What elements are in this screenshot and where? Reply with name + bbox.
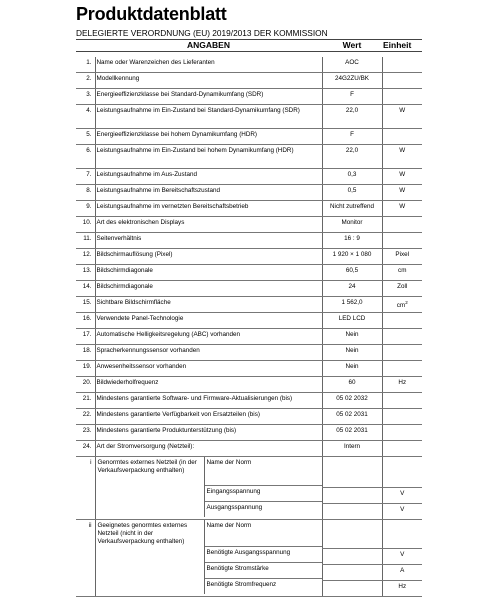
table-row [76,345,422,361]
row-label: Anwesenheitssensor vorhanden [95,361,322,377]
table-row [76,329,422,345]
row-label: Leistungsaufnahme im Bereitschaftszustand [95,185,322,201]
row-number: 15. [76,297,95,313]
row-number: 7. [76,169,95,185]
row-value: 0,5 [322,185,382,201]
row-unit [382,217,422,233]
row-unit [382,73,422,89]
row-label: Automatische Helligkeitsregelung (ABC) vorhanden [95,329,322,345]
row-number: 10. [76,217,95,233]
psu-norm-unit [382,457,422,488]
row-label: Bildschirmdiagonale [95,281,322,297]
row-value: 0,3 [322,169,382,185]
row-value: Intern [322,441,382,457]
unit-text: Pixel [395,251,410,258]
row-label: Mindestens garantierte Software- und Firmware-Aktualisierungen (bis) [95,393,322,409]
table-row [76,145,422,169]
row-label: Bildwiederholfrequenz [95,377,322,393]
header-value: Wert [322,40,382,52]
row-unit [382,345,422,361]
table-row [76,361,422,377]
row-value: 24 [322,281,382,297]
row-value: Nein [322,329,382,345]
row-unit [382,129,422,145]
row-number: 9. [76,201,95,217]
document-title: Produktdatenblatt [76,4,227,24]
row-value: Monitor [322,217,382,233]
row-label: Energieeffizienzklasse bei Standard-Dynamikumfang (SDR) [95,89,322,105]
row-unit [382,57,422,73]
row-label: Energieeffizienzklasse bei hohem Dynamikumfang (HDR) [95,129,322,145]
psu-parameter-label: Benötigte Stromstärke [205,563,322,579]
row-number: 2. [76,73,95,89]
row-label: Bildschirmdiagonale [95,265,322,281]
row-unit [382,145,422,169]
row-number: 6. [76,145,95,169]
row-value: 24G2ZU/BK [322,73,382,89]
row-label: Leistungsaufnahme im Ein-Zustand bei hohem Dynamikumfang (HDR) [95,145,322,169]
table-row [76,57,422,73]
psu-block-i [76,457,422,488]
row-label: Art der Stromversorgung (Netzteil): [95,441,322,457]
table-row [76,89,422,105]
row-label: Verwendete Panel-Technologie [95,313,322,329]
row-number: 19. [76,361,95,377]
table-row [76,393,422,409]
row-value: F [322,129,382,145]
row-label: Leistungsaufnahme im Ein-Zustand bei Standard-Dynamikumfang (SDR) [95,105,322,129]
psu-parameter-value [322,488,382,504]
row-unit [382,105,422,129]
row-label: Spracherkennungssensor vorhanden [95,345,322,361]
row-label: Leistungsaufnahme im Aus-Zustand [95,169,322,185]
psu-norm-value [322,457,382,488]
table-row [76,201,422,217]
table-row [76,425,422,441]
row-label: Leistungsaufnahme im vernetzten Bereitschaftsbetrieb [95,201,322,217]
row-number: 5. [76,129,95,145]
row-unit [382,329,422,345]
psu-parameter-label: Ausgangsspannung [206,504,263,511]
unit-superscript: 2 [405,300,408,305]
row-value: F [322,89,382,105]
psu-parameter-value [322,504,382,520]
table-row [76,105,422,129]
row-value: AOC [322,57,382,73]
row-unit [382,409,422,425]
psu-parameter-unit: Hz [382,581,422,597]
row-number: 14. [76,281,95,297]
psu-block-ii [76,520,422,549]
psu-parameter-label: Eingangsspannung [205,486,322,502]
psu-marker: ii [76,520,95,597]
row-unit [382,201,422,217]
row-number: 11. [76,233,95,249]
row-number: 12. [76,249,95,265]
row-value: 22,0 [322,145,382,169]
psu-parameter-value [322,565,382,581]
row-unit [382,265,422,281]
row-value: 16 : 9 [322,233,382,249]
table-row [76,281,422,297]
row-label: Sichtbare Bildschirmfläche [95,297,322,313]
psu-parameter-unit: V [382,504,422,520]
row-label: Bildschirmauflösung (Pixel) [95,249,322,265]
row-unit [382,89,422,105]
table-row [76,297,422,313]
psu-parameter-unit: V [382,549,422,565]
unit-text: W [399,171,406,178]
row-unit [382,249,422,265]
row-value: 05 02 2032 [322,393,382,409]
table-row [76,249,422,265]
row-unit [382,425,422,441]
table-row [76,73,422,89]
row-value: Nein [322,361,382,377]
row-value: 05 02 2031 [322,409,382,425]
row-value: Nein [322,345,382,361]
row-number: 23. [76,425,95,441]
document-subtitle: DELEGIERTE VERORDNUNG (EU) 2019/2013 DER KOMMISSION [76,28,328,38]
unit-text: cm [396,302,406,310]
row-number: 4. [76,105,95,129]
row-value: 22,0 [322,105,382,129]
psu-description: Genormtes externes Netzteil (in der Verkaufsverpackung enthalten) [97,459,197,474]
row-label: Art des elektronischen Displays [95,217,322,233]
psu-parameter-label: Benötigte Ausgangsspannung [205,547,322,563]
row-value: 60,5 [322,265,382,281]
row-unit [382,313,422,329]
row-label: Name oder Warenzeichen des Lieferanten [95,57,322,73]
row-number: 3. [76,89,95,105]
psu-description-cell [95,457,322,520]
row-value: 1 920 × 1 080 [322,249,382,265]
row-unit [382,185,422,201]
row-unit [382,441,422,457]
row-unit [382,233,422,249]
table-row [76,233,422,249]
row-number: 18. [76,345,95,361]
row-number: 24. [76,441,95,457]
row-value: 1 562,0 [322,297,382,313]
psu-norm-name-label: Name der Norm [205,520,322,547]
row-unit [382,281,422,297]
table-row [76,441,422,457]
unit-text: cm [398,267,407,274]
row-value: LED LCD [322,313,382,329]
unit-text: W [399,147,406,154]
table-row [76,409,422,425]
table-header-row [76,40,422,52]
header-unit: Einheit [382,40,422,52]
row-value: Nicht zutreffend [322,201,382,217]
table-body [76,52,422,597]
row-number: 16. [76,313,95,329]
row-unit [382,377,422,393]
unit-text: Zoll [397,283,408,290]
row-unit [382,361,422,377]
row-value: 05 02 2031 [322,425,382,441]
psu-description: Geeignetes genormtes externes Netzteil (nicht in der Verkaufsverpackung enthalten) [97,522,188,545]
row-number: 8. [76,185,95,201]
row-number: 13. [76,265,95,281]
psu-parameter-value [322,581,382,597]
row-label: Seitenverhältnis [95,233,322,249]
psu-norm-value [322,520,382,549]
row-label: Mindestens garantierte Verfügbarkeit von Ersatzteilen (bis) [95,409,322,425]
psu-parameter-label: Benötigte Stromfrequenz [206,581,277,588]
row-number: 22. [76,409,95,425]
table-row [76,169,422,185]
table-row [76,129,422,145]
row-label: Modellkennung [95,73,322,89]
table-row [76,185,422,201]
psu-parameter-unit: A [382,565,422,581]
table-row [76,265,422,281]
psu-norm-name-label: Name der Norm [205,457,322,486]
unit-text: W [399,107,406,114]
psu-parameter-unit: V [382,488,422,504]
psu-marker: i [76,457,95,520]
row-unit [382,297,422,313]
psu-description-cell [95,520,322,597]
data-table [76,39,422,597]
unit-text: W [399,203,406,210]
row-unit [382,169,422,185]
psu-parameter-value [322,549,382,565]
row-label: Mindestens garantierte Produktunterstützung (bis) [95,425,322,441]
table-row [76,377,422,393]
row-number: 17. [76,329,95,345]
table-row [76,313,422,329]
table-row [76,217,422,233]
unit-text: W [399,187,406,194]
row-number: 1. [76,57,95,73]
row-value: 60 [322,377,382,393]
row-unit [382,393,422,409]
row-number: 21. [76,393,95,409]
row-number: 20. [76,377,95,393]
unit-text: Hz [398,379,407,386]
header-label: ANGABEN [95,40,322,52]
psu-norm-unit [382,520,422,549]
